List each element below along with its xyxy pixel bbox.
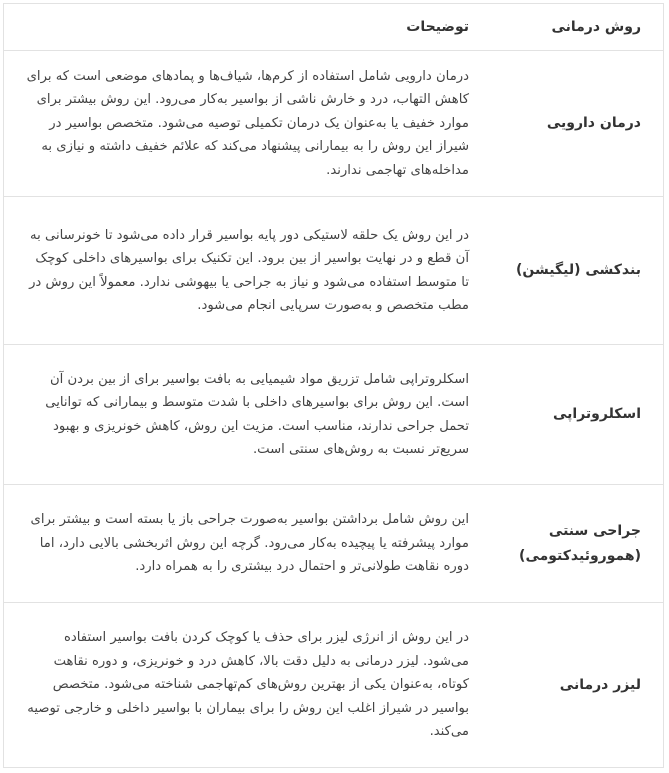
description-cell: در این روش یک حلقه لاستیکی دور پایه بواسیر قرار داده می‌شود تا خونرسانی به آن قطع و در نهایت بواسیر از بین برود. این تکنیک برای بواسیرهای داخلی کوچک تا متوسط استفاده می‌شود و نیاز به جراحی یا بیهوشی ندارد. معمولاً این روش در مطب متخصص و به‌صورت سرپایی انجام می‌شود. <box>4 197 491 345</box>
table-row <box>4 51 663 197</box>
table-row <box>4 485 663 603</box>
table-header-row <box>4 4 663 51</box>
table-row <box>4 603 663 768</box>
description-cell: اسکلروتراپی شامل تزریق مواد شیمیایی به بافت بواسیر برای از بین بردن آن است. این روش برای بواسیرهای داخلی با شدت متوسط و بیمارانی که توانایی تحمل جراحی ندارند، مناسب است. مزیت این روش، کاهش خونریزی و بهبود سریع‌تر نسبت به روش‌های سنتی است. <box>4 345 491 485</box>
method-cell: بندکشی (لیگیشن) <box>491 197 663 345</box>
header-method: روش درمانی <box>491 4 663 51</box>
table-row <box>4 345 663 485</box>
treatment-table-container <box>3 3 664 768</box>
description-cell: این روش شامل برداشتن بواسیر به‌صورت جراحی باز یا بسته است و بیشتر برای موارد پیشرفته یا پیچیده به‌کار می‌رود. گرچه این روش اثربخشی بالایی دارد، اما دوره نقاهت طولانی‌تر و احتمال درد بیشتری را به همراه دارد. <box>4 485 491 603</box>
method-cell: جراحی سنتی (هموروئیدکتومی) <box>491 485 663 603</box>
description-cell: درمان دارویی شامل استفاده از کرم‌ها، شیاف‌ها و پمادهای موضعی است که برای کاهش التهاب، درد و خارش ناشی از بواسیر به‌کار می‌رود. این روش بیشتر برای موارد خفیف یا به‌عنوان یک درمان تکمیلی توصیه می‌شود. متخصص بواسیر در شیراز این روش را به بیمارانی پیشنهاد می‌کند که علائم خفیف داشته و نیازی به مداخله‌های تهاجمی ندارند. <box>4 51 491 197</box>
method-cell: لیزر درمانی <box>559 676 641 693</box>
table-row <box>4 197 663 345</box>
method-cell: اسکلروتراپی <box>491 345 663 485</box>
description-cell: در این روش از انرژی لیزر برای حذف یا کوچک کردن بافت بواسیر استفاده می‌شود. لیزر درمانی به دلیل دقت بالا، کاهش درد و خونریزی، و دوره نقاهت کوتاه، به‌عنوان یکی از بهترین روش‌های کم‌تهاجمی شناخته می‌شود. متخصص بواسیر در شیراز اغلب این روش را برای بیماران با بواسیر داخلی و خارجی توصیه می‌کند. <box>27 630 469 740</box>
method-cell: درمان دارویی <box>491 51 663 197</box>
treatment-methods-table <box>4 4 663 767</box>
header-description: توضیحات <box>4 4 491 51</box>
